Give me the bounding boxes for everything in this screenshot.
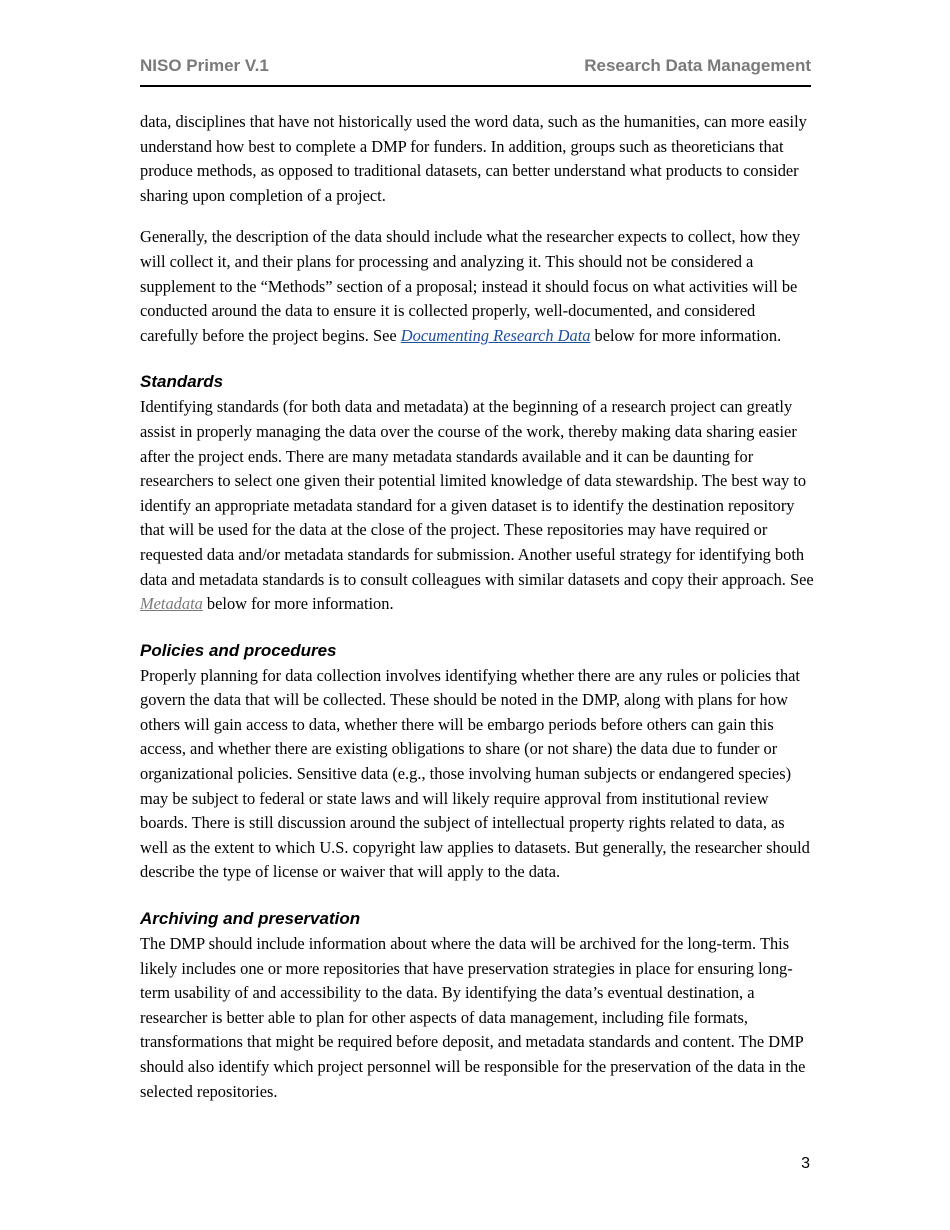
page-header bbox=[140, 54, 811, 87]
section-heading-standards: Standards bbox=[140, 372, 224, 392]
documenting-research-data-link[interactable]: Documenting Research Data bbox=[400, 325, 591, 345]
paragraph-standards bbox=[140, 395, 816, 616]
page-number: 3 bbox=[801, 1155, 810, 1172]
paragraph-text: data, disciplines that have not historically used the word data, such as the humanities, can more easily understand how best to complete a DMP for funders. In addition, groups such as theoreticians that produce methods, as opposed to traditional datasets, can better understand what products to consider sharing upon completion of a project. bbox=[140, 112, 807, 205]
paragraph-intro-continued bbox=[140, 110, 816, 208]
paragraph-archiving bbox=[140, 932, 816, 1104]
paragraph-text: below for more information. bbox=[590, 325, 782, 345]
section-heading-policies: Policies and procedures bbox=[140, 640, 337, 660]
paragraph-text: below for more information. bbox=[202, 594, 394, 614]
paragraph-text: Properly planning for data collection involves identifying whether there are any rules or policies that govern the data that will be collected. These should be noted in the DMP, along with plans for how others will gain access to data, whether there will be embargo periods before others can gain this access, and whether there are existing obligations to share (or not share) the data due to funder or organizational policies. Sensitive data (e.g., those involving human subjects or endangered species) may be subject to federal or state laws and will likely require approval from institutional review boards. There is still discussion around the subject of intellectual property rights related to data, as well as the extent to which U.S. copyright law applies to datasets. But generally, the researcher should describe the type of license or waiver that will apply to the data. bbox=[140, 665, 810, 882]
header-title-left: NISO Primer V.1 bbox=[140, 56, 269, 75]
paragraph-text: The DMP should include information about where the data will be archived for the long-term. This likely includes one or more repositories that have preservation strategies in place for ensuring long-term usability of and accessibility to the data. By identifying the data’s eventual destination, a researcher is better able to plan for other aspects of data management, including file formats, transformations that might be required before deposit, and metadata standards and content. The DMP should also identify which project personnel will be responsible for the preservation of the data in the selected repositories. bbox=[140, 934, 806, 1101]
page-body bbox=[140, 110, 816, 1104]
section-heading-archiving: Archiving and preservation bbox=[140, 909, 361, 929]
paragraph-policies bbox=[140, 664, 816, 885]
header-title-right: Research Data Management bbox=[584, 56, 811, 75]
metadata-link[interactable]: Metadata bbox=[140, 594, 203, 614]
paragraph-data-description bbox=[140, 225, 816, 348]
paragraph-text: Identifying standards (for both data and metadata) at the beginning of a research project can greatly assist in properly managing the data over the course of the work, thereby making data sharing easier after the project ends. There are many metadata standards available and it can be daunting for researchers to select one given their potential limited knowledge of data stewardship. The best way to identify an appropriate metadata standard for a given dataset is to identify the destination repository that will be used for the data at the close of the project. These repositories may have required or requested data and/or metadata standards for submission. Another useful strategy for identifying both data and metadata standards is to consult colleagues with similar datasets and copy their approach. See bbox=[140, 397, 814, 589]
paragraph-text: Generally, the description of the data should include what the researcher expects to collect, how they will collect it, and their plans for processing and analyzing it. This should not be considered a supplement to the “Methods” section of a proposal; instead it should focus on what activities will be conducted around the data to ensure it is collected properly, well-documented, and considered carefully before the project begins. See bbox=[140, 227, 801, 345]
